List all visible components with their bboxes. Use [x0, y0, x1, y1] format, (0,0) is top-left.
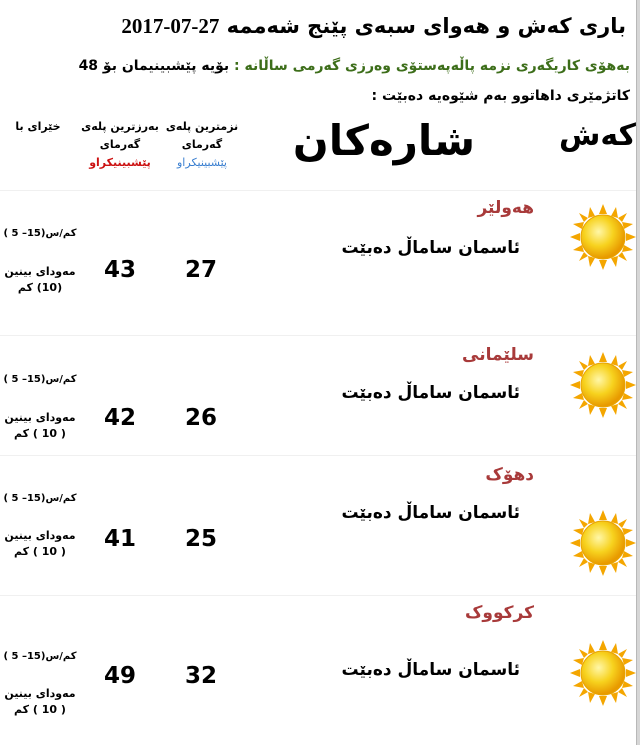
row-separator: [0, 335, 636, 336]
visibility-label: مەودای بینین: [4, 529, 76, 542]
window-right-border: [636, 0, 640, 745]
subtitle-line: [79, 58, 630, 74]
row-separator: [0, 455, 636, 456]
wind-speed-value: ( 5 –15)کم/س: [3, 651, 77, 662]
max-temp-line1: بەرزترین پلەی: [81, 120, 159, 133]
page-title: [121, 14, 626, 39]
weather-description: ئاسمان ساماڵ دەبێت: [341, 503, 520, 523]
row-separator: [0, 595, 636, 596]
min-temp-value: 25: [184, 526, 217, 552]
min-temp-line1: نزمترین پلەی: [165, 120, 239, 133]
column-header-cities: شارەکان: [292, 116, 475, 165]
weather-description: ئاسمان ساماڵ دەبێت: [341, 383, 520, 403]
title-date: 27-07-2017: [121, 14, 220, 38]
min-temp-value: 26: [184, 405, 217, 431]
min-temp-value: 32: [184, 663, 217, 689]
subtitle-green: بەهۆی کاریگەری نزمە پاڵەپەستۆی وەرزی گەرمی ساڵانە :: [229, 58, 630, 74]
max-temp-line2: گەرمای: [99, 138, 141, 151]
visibility-label: مەودای بینین: [4, 265, 76, 278]
visibility-info: [0, 686, 80, 718]
sun-icon: [570, 510, 636, 576]
visibility-value: ( 10 ) کم: [14, 703, 66, 716]
wind-speed-value: ( 5 –15)کم/س: [3, 493, 77, 504]
column-header-weather: کەش: [558, 118, 636, 153]
min-temp-value: 27: [184, 257, 217, 283]
city-name: هەولێر: [477, 198, 534, 218]
min-temp-line2: گەرمای: [181, 138, 223, 151]
city-name: دهۆک: [485, 465, 534, 485]
city-name: سلێمانی: [462, 345, 534, 365]
visibility-value: ( 10 ) کم: [14, 545, 66, 558]
visibility-value: ( 10 ) کم: [14, 427, 66, 440]
max-temp-value: 42: [103, 405, 136, 431]
wind-speed-value: ( 5 –15)کم/س: [3, 374, 77, 385]
visibility-label: مەودای بینین: [4, 687, 76, 700]
column-header-wind-speed: خێرای با: [15, 120, 61, 133]
sun-icon: [570, 352, 636, 418]
visibility-info: [0, 410, 80, 442]
sun-icon: [570, 640, 636, 706]
visibility-info: [0, 264, 80, 296]
city-name: کرکووک: [465, 603, 534, 623]
wind-speed-value: ( 5 –15)کم/س: [3, 228, 77, 239]
subtitle-line-2: کاتژمێری داهاتوو بەم شێوەیە دەبێت :: [371, 88, 630, 104]
visibility-label: مەودای بینین: [4, 411, 76, 424]
max-temp-value: 43: [103, 257, 136, 283]
column-header-max-temp: [78, 118, 162, 172]
max-temp-forecast: پێشبینیکراو: [89, 156, 151, 169]
subtitle-rest: بۆیە پێشبینیمان بۆ 48: [78, 58, 230, 74]
max-temp-value: 49: [103, 663, 136, 689]
max-temp-value: 41: [103, 526, 136, 552]
sun-icon: [570, 204, 636, 270]
column-header-min-temp: [160, 118, 244, 172]
min-temp-forecast: پێشبینیکراو: [177, 156, 227, 169]
weather-description: ئاسمان ساماڵ دەبێت: [341, 238, 520, 258]
row-separator: [0, 190, 636, 191]
title-text: باری کەش و هەوای سبەی پێنج شەممە: [226, 14, 626, 38]
visibility-value: (10) کم: [17, 281, 63, 294]
weather-description: ئاسمان ساماڵ دەبێت: [341, 660, 520, 680]
visibility-info: [0, 528, 80, 560]
